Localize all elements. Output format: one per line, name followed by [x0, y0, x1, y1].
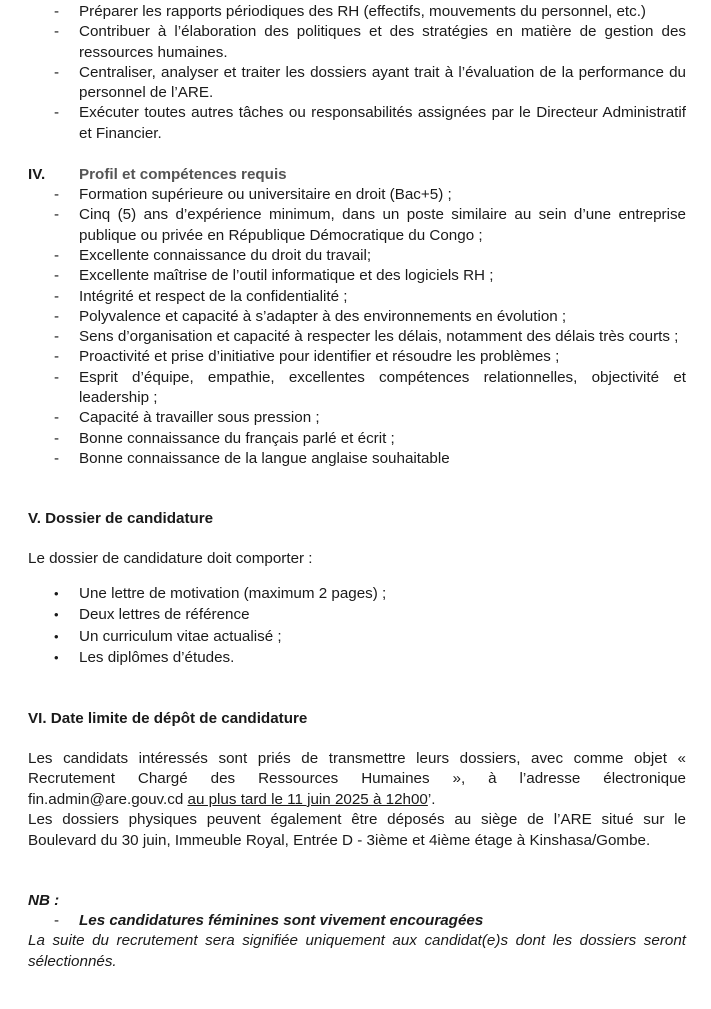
nb-label: NB : [28, 892, 60, 910]
list-item: • Une lettre de motivation (maximum 2 pages) ; [0, 583, 711, 605]
dash-marker: - [54, 186, 60, 204]
deadline-paragraph: Les candidats intéressés sont priés de transmettre leurs dossiers, avec comme objet « Recrutement Chargé des Ressources Humaines », à l’adresse électronique fin.admin@are.gouv.cd au plus tard le 11 juin 2025 à 12h00’. [28, 749, 686, 808]
dash-marker: - [54, 912, 60, 930]
intro-list [0, 2, 711, 144]
nb-note: La suite du recrutement sera signifiée uniquement aux candidat(e)s dont les dossiers seront sélectionnés. [28, 932, 686, 970]
list-item: - Contribuer à l’élaboration des politiques et des stratégies en matière de gestion des ressources humaines. [54, 23, 686, 61]
list-item: - Excellente connaissance du droit du travail; [0, 246, 711, 266]
list-item: - Préparer les rapports périodiques des RH (effectifs, mouvements du personnel, etc.) [0, 2, 711, 22]
section-heading-deadline: VI. Date limite de dépôt de candidature [28, 709, 308, 727]
bullet-marker: • [54, 628, 59, 644]
list-item: - Proactivité et prise d’initiative pour identifier et résoudre les problèmes ; [0, 347, 711, 367]
dash-marker: - [54, 429, 60, 447]
section-number: IV. [28, 166, 46, 184]
dash-marker: - [54, 328, 60, 346]
section-title: Profil et compétences requis [79, 166, 287, 184]
dash-marker: - [54, 368, 60, 386]
list-item: • Les diplômes d’études. [0, 647, 711, 669]
dash-marker: - [54, 206, 60, 224]
list-item: - Capacité à travailler sous pression ; [0, 408, 711, 428]
profile-list [0, 185, 711, 469]
list-item: - Excellente maîtrise de l’outil informatique et des logiciels RH ; [0, 266, 711, 286]
bullet-marker: • [54, 650, 59, 666]
deadline-date: au plus tard le 11 juin 2025 à 12h00 [187, 790, 428, 808]
application-list [0, 583, 711, 669]
nb-item: - Les candidatures féminines sont vivement encouragées [54, 912, 484, 930]
dash-marker: - [54, 267, 60, 285]
list-item: - Formation supérieure ou universitaire en droit (Bac+5) ; [0, 185, 711, 205]
dash-marker: - [54, 409, 60, 427]
bullet-marker: • [54, 607, 59, 623]
list-item: - Esprit d’équipe, empathie, excellentes compétences relationnelles, objectivité et leadership ; [54, 368, 686, 407]
list-item: • Un curriculum vitae actualisé ; [0, 626, 711, 648]
list-item: • Deux lettres de référence [0, 604, 711, 626]
dash-marker: - [54, 63, 60, 81]
dash-marker: - [54, 348, 60, 366]
list-item: - Intégrité et respect de la confidentialité ; [0, 287, 711, 307]
list-item: - Bonne connaissance de la langue anglaise souhaitable [0, 449, 711, 469]
list-item: - Exécuter toutes autres tâches ou responsabilités assignées par le Directeur Administratif et Financier. [54, 104, 686, 142]
list-item: - Polyvalence et capacité à s’adapter à des environnements en évolution ; [0, 307, 711, 327]
dash-marker: - [54, 246, 60, 264]
bullet-marker: • [54, 585, 59, 601]
dash-marker: - [54, 23, 60, 41]
application-intro: Le dossier de candidature doit comporter : [28, 550, 313, 568]
physical-submission-paragraph: Les dossiers physiques peuvent également être déposés au siège de l’ARE situé sur le Boulevard du 30 juin, Immeuble Royal, Entrée D - 3ième et 4ième étage à Kinshasa/Gombe. [28, 811, 686, 849]
section-heading-application: V. Dossier de candidature [28, 510, 214, 528]
dash-marker: - [54, 449, 60, 467]
section-heading-profile [0, 165, 711, 185]
list-item: - Bonne connaissance du français parlé et écrit ; [0, 429, 711, 449]
list-item: - Sens d’organisation et capacité à respecter les délais, notamment des délais très courts ; [0, 327, 711, 347]
dash-marker: - [54, 104, 60, 122]
dash-marker: - [54, 307, 60, 325]
list-item: - Centraliser, analyser et traiter les dossiers ayant trait à l’évaluation de la performance du personnel de l’ARE. [54, 63, 686, 102]
dash-marker: - [54, 3, 60, 20]
dash-marker: - [54, 287, 60, 305]
list-item: - Cinq (5) ans d’expérience minimum, dans un poste similaire au sein d’une entreprise publique ou privée en République Démocratique du Congo ; [54, 206, 686, 244]
